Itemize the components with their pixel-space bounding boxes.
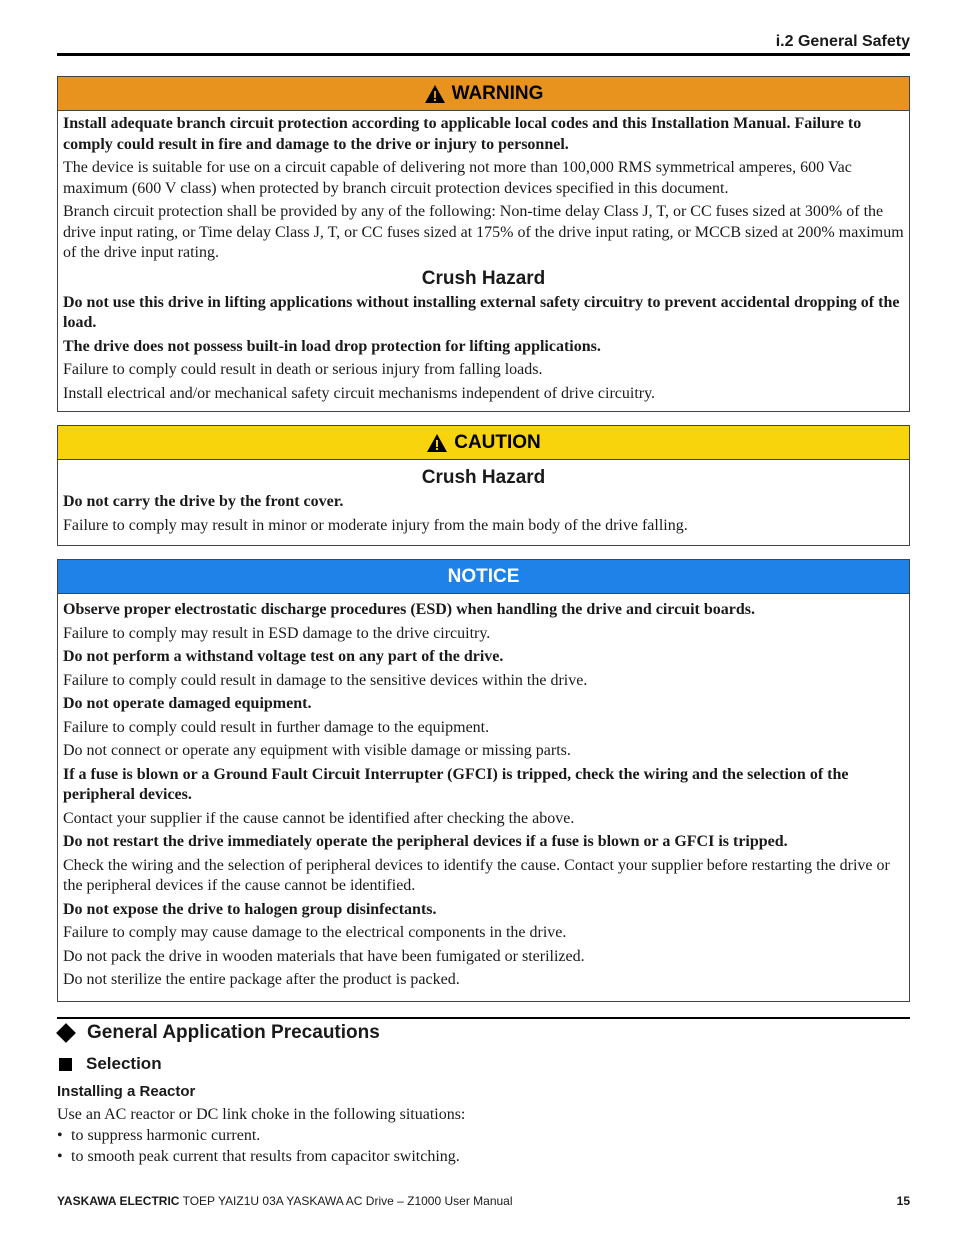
subsection-heading — [57, 1054, 162, 1074]
warning-subheading: Crush Hazard — [421, 267, 546, 289]
notice-text: Failure to comply could result in damage to the sensitive devices within the drive. — [63, 671, 588, 689]
notice-label: NOTICE — [447, 565, 520, 587]
body-text — [57, 1104, 910, 1167]
notice-text: Do not operate damaged equipment. — [63, 695, 312, 712]
bullet-dot-icon: • — [57, 1148, 63, 1165]
warning-label: WARNING — [451, 82, 544, 104]
notice-text: Do not connect or operate any equipment with visible damage or missing parts. — [63, 742, 571, 759]
notice-text: Failure to comply may cause damage to the electrical components in the drive. — [63, 924, 567, 941]
warning-triangle-icon — [424, 84, 446, 104]
warning-text: Install adequate branch circuit protection according to applicable local codes and this Installation Manual. Failure to comply could result in fire and damage to the drive or injury to personnel. — [63, 115, 862, 153]
notice-text: Check the wiring and the selection of peripheral devices to identify the cause. Contact your supplier before restarting the drive or the peripheral devices if the cause cannot be identified. — [63, 856, 890, 894]
caution-label: CAUTION — [454, 431, 541, 453]
section-heading-text: General Application Precautions — [87, 1022, 380, 1043]
notice-text: Do not sterilize the entire package after the product is packed. — [63, 971, 460, 988]
section-rule — [57, 1017, 910, 1019]
caution-triangle-icon — [426, 433, 448, 453]
notice-text: Failure to comply may result in ESD damage to the drive circuitry. — [63, 624, 491, 642]
notice-text: Do not restart the drive immediately operate the peripheral devices if a fuse is blown or a GFCI is tripped. — [63, 833, 788, 850]
topic-heading: Installing a Reactor — [57, 1083, 196, 1100]
notice-text: Observe proper electrostatic discharge procedures (ESD) when handling the drive and circuit boards. — [63, 601, 755, 618]
running-header: i.2 General Safety — [775, 33, 910, 50]
caution-text: Do not carry the drive by the front cover. — [63, 493, 344, 510]
warning-text: Branch circuit protection shall be provided by any of the following: Non-time delay Class J, T, or CC fuses sized at 300% of the drive input rating, or Time delay Class J, T, or CC fuses sized at 175% of the drive input rating, or MCCB sized at 200% maximum of the drive input rating. — [63, 203, 904, 261]
footer-doc-info — [57, 1194, 513, 1208]
intro-text: Use an AC reactor or DC link choke in the following situations: — [57, 1106, 466, 1123]
warning-text: The device is suitable for use on a circuit capable of delivering not more than 100,000 RMS symmetrical amperes, 600 Vac maximum (600 V class) when protected by branch circuit protection devices specified in this document. — [63, 159, 852, 197]
list-item-text: to suppress harmonic current. — [71, 1127, 261, 1144]
caution-text: Failure to comply may result in minor or moderate injury from the main body of the drive falling. — [63, 516, 688, 534]
caution-header — [58, 426, 909, 460]
warning-text: The drive does not possess built-in load drop protection for lifting applications. — [63, 337, 601, 355]
list-item — [57, 1125, 910, 1146]
footer-doc: TOEP YAIZ1U 03A YASKAWA AC Drive – Z1000 User Manual — [179, 1194, 513, 1208]
notice-text: Contact your supplier if the cause cannot be identified after checking the above. — [63, 809, 575, 827]
header-rule — [57, 53, 910, 56]
bullet-dot-icon: • — [57, 1127, 63, 1144]
warning-text: Do not use this drive in lifting applications without installing external safety circuitry to prevent accidental dropping of the load. — [63, 293, 900, 331]
notice-text: If a fuse is blown or a Ground Fault Circuit Interrupter (GFCI) is tripped, check the wiring and the selection of the peripheral devices. — [63, 765, 849, 803]
footer-brand: YASKAWA ELECTRIC — [57, 1194, 180, 1208]
notice-text: Failure to comply could result in further damage to the equipment. — [63, 718, 490, 736]
notice-text: Do not pack the drive in wooden materials that have been fumigated or sterilized. — [63, 947, 585, 965]
section-heading — [57, 1022, 380, 1044]
square-bullet-icon — [59, 1058, 72, 1071]
warning-text: Failure to comply could result in death or serious injury from falling loads. — [63, 361, 543, 378]
page-footer — [57, 1194, 910, 1208]
notice-text: Do not perform a withstand voltage test on any part of the drive. — [63, 648, 504, 665]
warning-header — [58, 77, 909, 111]
page-number: 15 — [896, 1194, 910, 1208]
warning-text: Install electrical and/or mechanical safety circuit mechanisms independent of drive circuitry. — [63, 384, 656, 402]
caution-box — [57, 425, 910, 546]
diamond-bullet-icon — [56, 1023, 76, 1043]
notice-header — [58, 560, 909, 594]
caution-subheading: Crush Hazard — [421, 467, 546, 488]
notice-box — [57, 559, 910, 1002]
warning-box — [57, 76, 910, 412]
subsection-heading-text: Selection — [86, 1054, 162, 1073]
list-item-text: to smooth peak current that results from capacitor switching. — [71, 1148, 460, 1165]
notice-text: Do not expose the drive to halogen group disinfectants. — [63, 900, 437, 918]
list-item — [57, 1146, 910, 1167]
